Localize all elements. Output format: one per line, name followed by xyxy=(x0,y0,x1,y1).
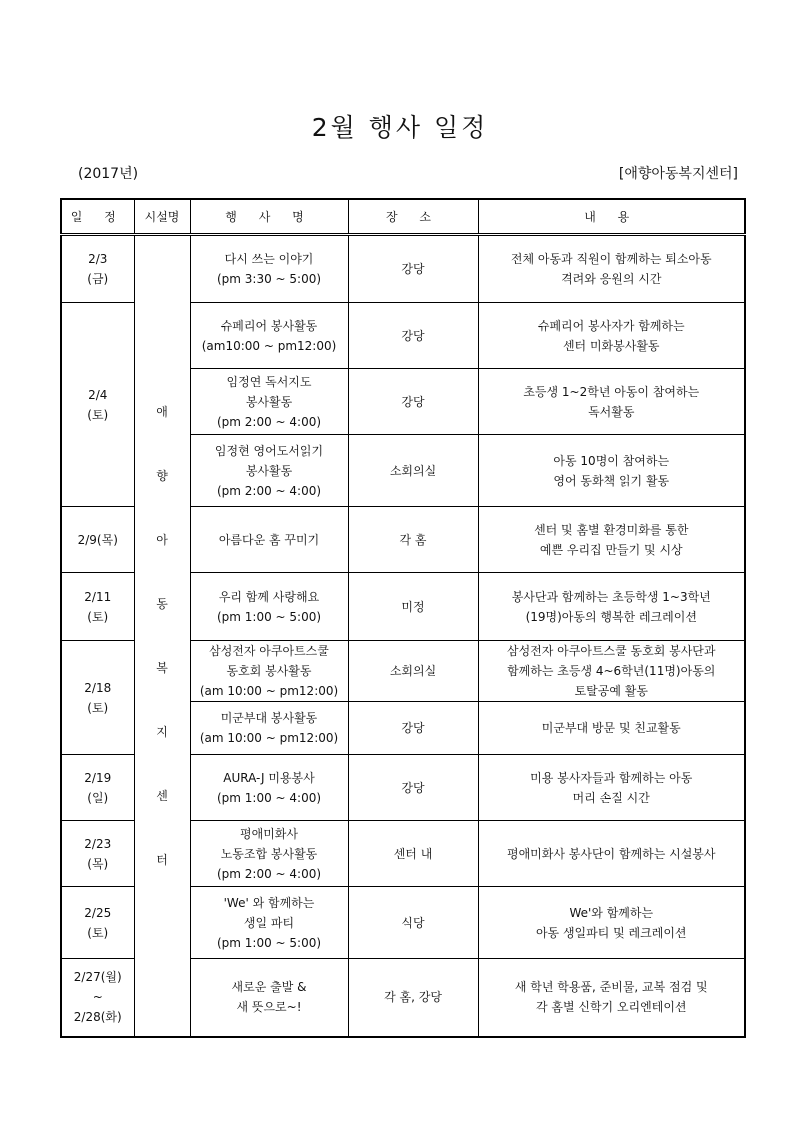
date-cell: 2/27(월) ~ 2/28(화) xyxy=(61,959,134,1037)
facility-char: 동 xyxy=(156,596,168,611)
content-cell: 미군부대 방문 및 친교활동 xyxy=(478,702,745,755)
header-row xyxy=(61,199,745,235)
event-cell: 다시 쓰는 이야기 (pm 3:30 ~ 5:00) xyxy=(190,235,348,303)
date-cell: 2/11 (토) xyxy=(61,573,134,641)
event-cell: 임정현 영어도서읽기 봉사활동 (pm 2:00 ~ 4:00) xyxy=(190,435,348,507)
facility-char: 애 xyxy=(156,404,168,419)
event-cell: 평애미화사 노동조합 봉사활동 (pm 2:00 ~ 4:00) xyxy=(190,821,348,887)
date-cell: 2/19 (일) xyxy=(61,755,134,821)
facility-char: 센 xyxy=(156,788,168,803)
content-cell: 봉사단과 함께하는 초등학생 1~3학년 (19명)아동의 행복한 레크레이션 xyxy=(478,573,745,641)
content-cell: 초등생 1~2학년 아동이 참여하는 독서활동 xyxy=(478,369,745,435)
date-cell: 2/4 (토) xyxy=(61,303,134,507)
event-cell: 'We' 와 함께하는 생일 파티 (pm 1:00 ~ 5:00) xyxy=(190,887,348,959)
content-cell: 평애미화사 봉사단이 함께하는 시설봉사 xyxy=(478,821,745,887)
place-cell: 각 홈 xyxy=(348,507,478,573)
date-cell: 2/3 (금) xyxy=(61,235,134,303)
content-cell: 삼성전자 아쿠아트스쿨 동호회 봉사단과 함께하는 초등생 4~6학년(11명)아동의 토탈공예 활동 xyxy=(478,641,745,702)
facility-char: 향 xyxy=(156,468,168,483)
date-cell: 2/18 (토) xyxy=(61,641,134,755)
place-cell: 식당 xyxy=(348,887,478,959)
content-cell: 전체 아동과 직원이 함께하는 퇴소아동 격려와 응원의 시간 xyxy=(478,235,745,303)
content-cell: 아동 10명이 참여하는 영어 동화책 읽기 활동 xyxy=(478,435,745,507)
year-label: (2017년) xyxy=(78,166,139,182)
content-cell: 새 학년 학용품, 준비물, 교복 점검 및 각 홈별 신학기 오리엔테이션 xyxy=(478,959,745,1037)
content-cell: 센터 및 홈별 환경미화를 통한 예쁜 우리집 만들기 및 시상 xyxy=(478,507,745,573)
date-cell: 2/9(목) xyxy=(61,507,134,573)
place-cell: 소회의실 xyxy=(348,641,478,702)
event-cell: AURA-J 미용봉사 (pm 1:00 ~ 4:00) xyxy=(190,755,348,821)
place-cell: 강당 xyxy=(348,702,478,755)
header-date: 일 정 xyxy=(61,199,134,235)
header-facility: 시설명 xyxy=(134,199,190,235)
header-content: 내 용 xyxy=(478,199,745,235)
date-cell: 2/25 (토) xyxy=(61,887,134,959)
facility-cell xyxy=(134,235,190,1037)
content-cell: We'와 함께하는 아동 생일파티 및 레크레이션 xyxy=(478,887,745,959)
event-cell: 우리 함께 사랑해요 (pm 1:00 ~ 5:00) xyxy=(190,573,348,641)
place-cell: 강당 xyxy=(348,369,478,435)
event-cell: 삼성전자 아쿠아트스쿨 동호회 봉사활동 (am 10:00 ~ pm12:00) xyxy=(190,641,348,702)
facility-char: 복 xyxy=(156,660,168,675)
facility-char: 아 xyxy=(156,532,168,547)
place-cell: 강당 xyxy=(348,235,478,303)
place-cell: 강당 xyxy=(348,755,478,821)
organization-label: [애향아동복지센터] xyxy=(618,166,738,182)
header-place: 장 소 xyxy=(348,199,478,235)
place-cell: 각 홈, 강당 xyxy=(348,959,478,1037)
facility-char: 지 xyxy=(156,724,168,739)
event-cell: 아름다운 홈 꾸미기 xyxy=(190,507,348,573)
date-cell: 2/23 (목) xyxy=(61,821,134,887)
schedule-table xyxy=(60,198,746,1038)
place-cell: 소회의실 xyxy=(348,435,478,507)
place-cell: 센터 내 xyxy=(348,821,478,887)
event-cell: 새로운 출발 & 새 뜻으로~! xyxy=(190,959,348,1037)
header-event: 행 사 명 xyxy=(190,199,348,235)
content-cell: 미용 봉사자들과 함께하는 아동 머리 손질 시간 xyxy=(478,755,745,821)
event-cell: 미군부대 봉사활동 (am 10:00 ~ pm12:00) xyxy=(190,702,348,755)
event-cell: 슈페리어 봉사활동 (am10:00 ~ pm12:00) xyxy=(190,303,348,369)
content-cell: 슈페리어 봉사자가 함께하는 센터 미화봉사활동 xyxy=(478,303,745,369)
place-cell: 미정 xyxy=(348,573,478,641)
event-cell: 임정연 독서지도 봉사활동 (pm 2:00 ~ 4:00) xyxy=(190,369,348,435)
place-cell: 강당 xyxy=(348,303,478,369)
facility-char: 터 xyxy=(156,852,168,867)
table-row xyxy=(61,235,745,303)
page-title: 2월 행사 일정 xyxy=(311,113,489,142)
